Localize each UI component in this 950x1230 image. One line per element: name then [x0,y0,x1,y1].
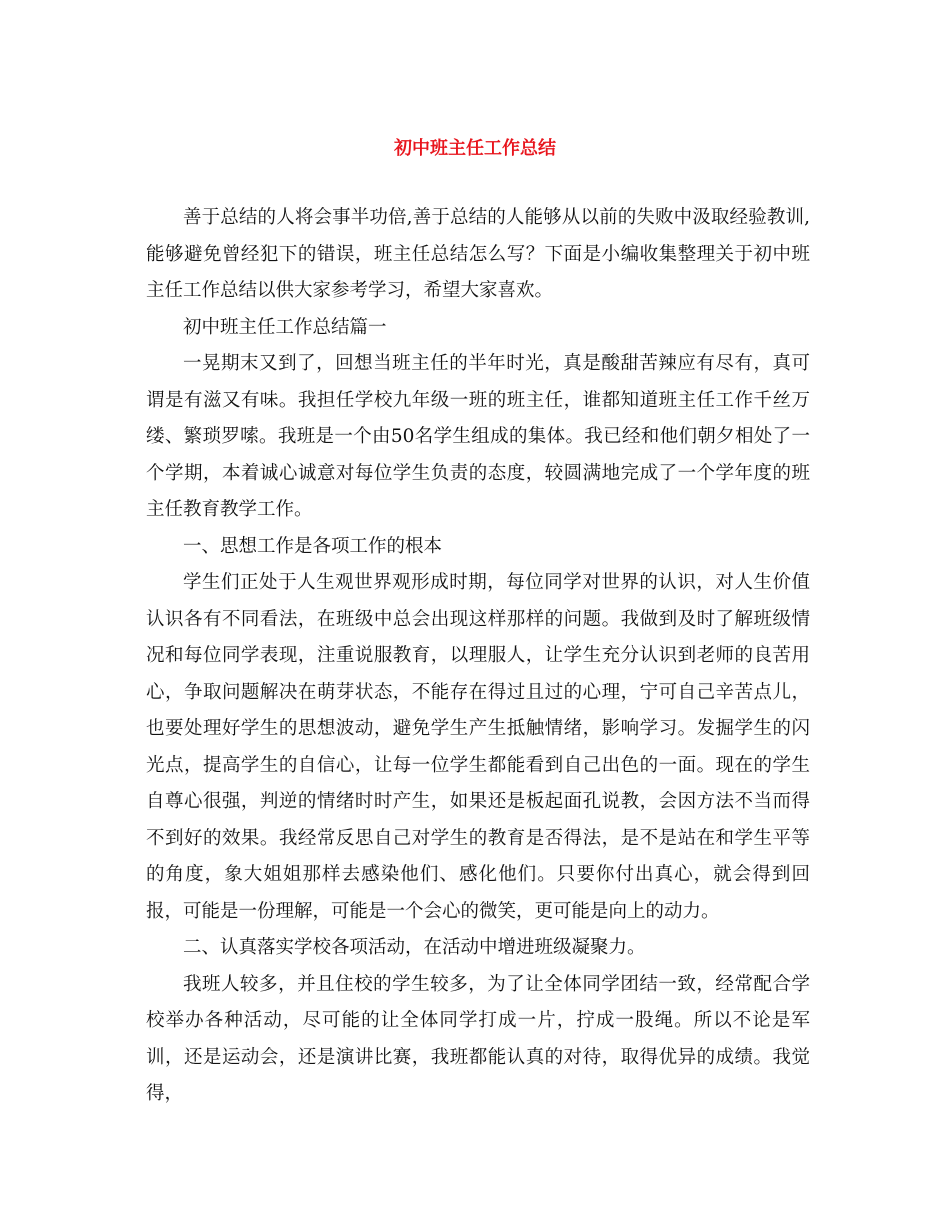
section-heading-thought-work: 一、思想工作是各项工作的根本 [183,535,443,557]
section-heading-part-one: 初中班主任工作总结篇一 [183,316,387,338]
section-heading-school-activities: 二、认真落实学校各项活动，在活动中增进班级凝聚力。 [183,937,646,958]
body-paragraph: 我班人较多，并且住校的学生较多，为了让全体同学团结一致，经常配合学校举办各种活动，尽可能的让全体同学打成一片，拧成一股绳。所以不论是军训，还是运动会，还是演讲比赛，我班都能认真的对待，取得优异的成绩。我觉得， [146,973,810,1104]
body-paragraph: 一晃期末又到了，回想当班主任的半年时光，真是酸甜苦辣应有尽有，真可谓是有滋又有味。我担任学校九年级一班的班主任，谁都知道班主任工作千丝万缕、繁琐罗嗦。我班是一个由50名学生组成的集体。我已经和他们朝夕相处了一个学期，本着诚心诚意对每位学生负责的态度，较圆满地完成了一个学年度的班主任教育教学工作。 [146,353,810,520]
document-body [146,200,810,1113]
body-paragraph: 学生们正处于人生观世界观形成时期，每位同学对世界的认识，对人生价值认识各有不同看法，在班级中总会出现这样那样的问题。我做到及时了解班级情况和每位同学表现，注重说服教育，以理服人，让学生充分认识到老师的良苦用心，争取问题解决在萌芽状态，不能存在得过且过的心理，宁可自己辛苦点儿，也要处理好学生的思想波动，避免学生产生抵触情绪，影响学习。发掘学生的闪光点，提高学生的自信心，让每一位学生都能看到自己出色的一面。现在的学生自尊心很强，判逆的情绪时时产生，如果还是板起面孔说教，会因方法不当而得不到好的效果。我经常反思自己对学生的教育是否得法，是不是站在和学生平等的角度，象大姐姐那样去感染他们、感化他们。只要你付出真心，就会得到回报，可能是一份理解，可能是一个会心的微笑，更可能是向上的动力。 [146,572,810,922]
document-title: 初中班主任工作总结 [394,138,556,159]
intro-paragraph: 善于总结的人将会事半功倍,善于总结的人能够从以前的失败中汲取经验教训,能够避免曾经犯下的错误，班主任总结怎么写？下面是小编收集整理关于初中班主任工作总结以供大家参考学习，希望大家喜欢。 [146,207,810,301]
